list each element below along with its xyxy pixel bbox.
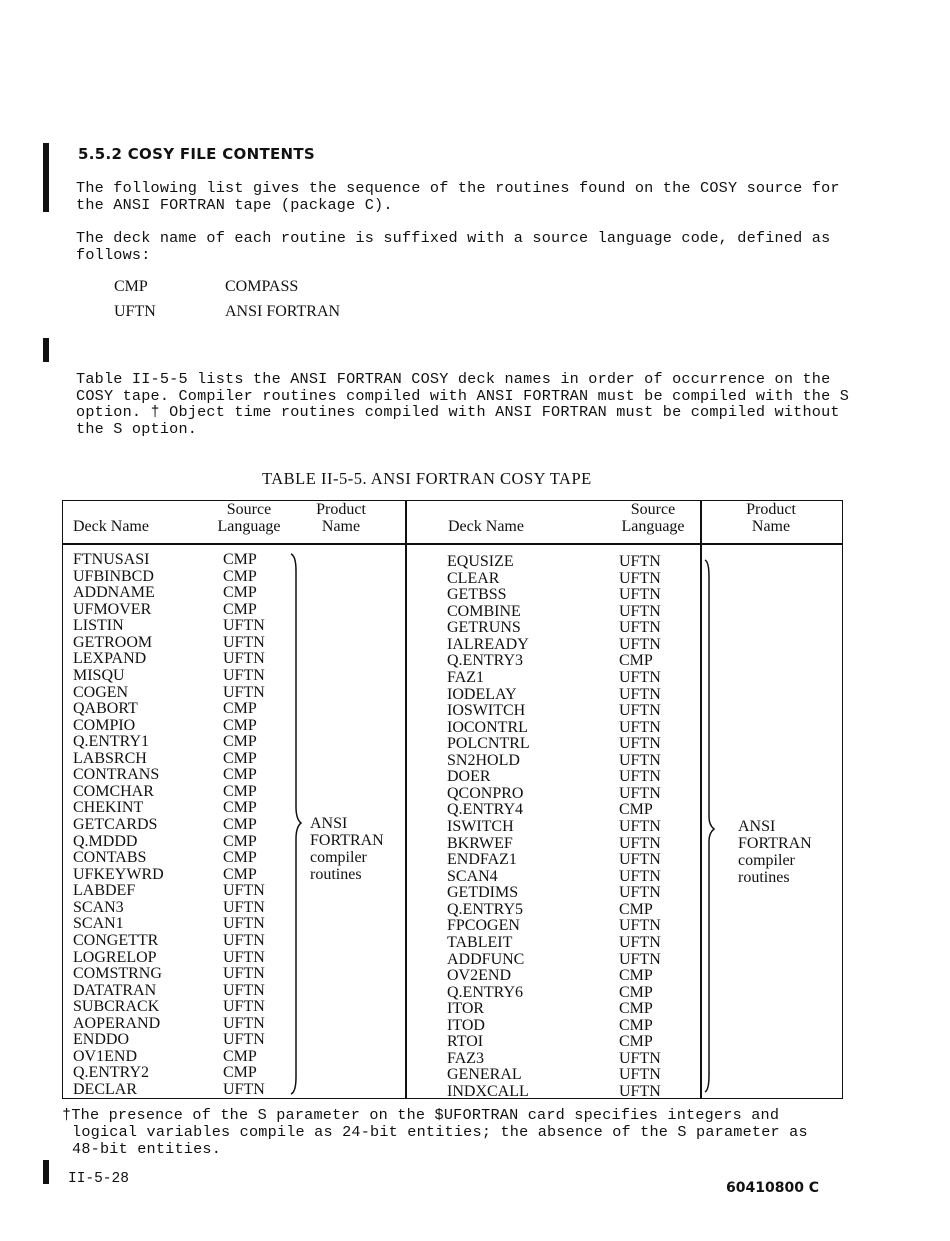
deck-name-cell: COGEN [73,683,129,701]
source-language-cell: UFTN [223,617,265,635]
header-product-name [308,502,374,535]
header-name: Name [321,517,361,535]
product-line: FORTRAN [738,835,812,852]
deck-name-cell: CLEAR [447,569,500,587]
deck-name-cell: CHEKINT [73,799,144,817]
right-brace [703,557,717,1095]
source-language-cell: UFTN [619,1049,661,1067]
deck-name-cell: UFMOVER [73,600,152,618]
source-language-cell: UFTN [223,1014,265,1032]
deck-name-cell: CONGETTR [73,931,159,949]
right-product-label [738,818,812,886]
deck-name-cell: CONTRANS [73,766,160,784]
source-language-cell: CMP [619,1033,653,1051]
deck-name-cell: Q.ENTRY5 [447,900,523,918]
source-language-cell: UFTN [619,586,661,604]
deck-name-cell: LABSRCH [73,749,147,767]
source-language-cell: UFTN [223,1031,265,1049]
source-language-cell: CMP [619,983,653,1001]
deck-name-cell: COMCHAR [73,782,154,800]
source-language-cell: CMP [223,600,257,618]
header-product: Product [746,501,796,518]
deck-name-cell: OV1END [73,1047,137,1065]
source-language-cell: UFTN [619,884,661,902]
source-language-cell: CMP [223,584,257,602]
footnote-line: 48-bit entities. [72,1140,222,1158]
deck-name-cell: FAZ1 [447,668,485,686]
source-language-cell: UFTN [619,635,661,653]
header-source: Source [630,501,676,518]
left-deck-column [73,552,164,1099]
right-deck-column [447,554,530,1101]
deck-name-cell: UFBINBCD [73,567,154,585]
source-language-cell: CMP [223,799,257,817]
deck-name-cell: BKRWEF [447,834,513,852]
product-line: ANSI [310,815,348,832]
source-language-cell: UFTN [223,998,265,1016]
product-column-divider [700,501,702,1098]
header-product: Product [316,501,366,518]
code-key: UFTN [114,303,156,320]
source-language-cell: UFTN [619,950,661,968]
footnote-line: †The presence of the S parameter on the $UFORTRAN card specifies integers and [62,1106,780,1124]
source-language-cell: CMP [223,865,257,883]
source-language-cell: CMP [619,900,653,918]
source-language-cell: UFTN [619,668,661,686]
deck-name-cell: ENDDO [73,1031,129,1049]
deck-name-cell: Q.ENTRY3 [447,652,523,670]
left-brace [289,551,305,1097]
source-language-cell: CMP [223,832,257,850]
source-language-cell: CMP [223,849,257,867]
header-source-language [613,502,693,535]
deck-name-cell: MISQU [73,666,125,684]
source-language-cell: UFTN [619,735,661,753]
intro-paragraph: The following list gives the sequence of the routines found on the COSY source for the ANSI FORTRAN tape (package C). [76,179,840,214]
deck-name-cell: EQUSIZE [447,553,514,570]
source-language-cell: UFTN [223,1081,265,1098]
product-line: FORTRAN [310,832,384,849]
source-language-cell: UFTN [223,633,265,651]
page-number: II-5-28 [68,1171,129,1187]
source-language-cell: CMP [619,967,653,985]
change-bar [43,338,49,362]
block-divider [405,501,407,1098]
deck-name-cell: FPCOGEN [447,917,520,935]
section-heading: 5.5.2 COSY FILE CONTENTS [78,145,316,163]
deck-name-cell: INDXCALL [447,1083,529,1100]
header-name: Name [751,517,791,535]
deck-name-cell: DATATRAN [73,981,157,999]
deck-name-cell: SCAN3 [73,898,124,916]
deck-name-cell: Q.ENTRY2 [73,1064,149,1082]
deck-name-cell: IODELAY [447,685,517,703]
source-language-cell: UFTN [619,818,661,835]
product-line: compiler [738,852,795,869]
change-bar [43,143,49,212]
deck-name-cell: ADDFUNC [447,950,525,968]
deck-name-cell: FAZ3 [447,1049,485,1067]
deck-name-cell: Q.ENTRY4 [447,801,523,819]
deck-name-cell: DOER [447,768,491,786]
header-language: Language [621,517,685,535]
source-language-cell: UFTN [223,683,265,701]
deck-name-cell: COMPIO [73,716,136,734]
deck-name-cell: OV2END [447,967,511,985]
deck-name-cell: POLCNTRL [447,735,530,753]
source-language-cell: UFTN [223,650,265,668]
source-language-cell: UFTN [619,851,661,869]
source-language-cell: UFTN [619,834,661,852]
table-paragraph: Table II-5-5 lists the ANSI FORTRAN COSY deck names in order of occurrence on the COSY tape. Compiler routines compiled with ANSI FORTRAN must be compiled with the S option. † Object time routines compiled with ANSI FORTRAN must be compiled without the S option. [76,370,850,438]
deck-name-cell: GETRUNS [447,619,521,637]
product-line: compiler [310,849,367,866]
header-language: Language [217,517,281,535]
source-language-cell: UFTN [619,1066,661,1084]
source-language-cell: UFTN [619,867,661,885]
source-language-cell: CMP [619,1000,653,1018]
code-meaning: COMPASS [225,278,299,295]
deck-name-cell: ISWITCH [447,818,514,835]
right-language-column [619,554,661,1101]
left-product-label [310,815,384,883]
product-line: routines [738,869,790,886]
source-language-cell: UFTN [619,917,661,935]
source-language-cell: CMP [223,749,257,767]
deck-name-cell: DECLAR [73,1081,137,1098]
deck-name-cell: GETCARDS [73,816,158,833]
deck-name-cell: GETBSS [447,586,507,604]
deck-name-cell: LABDEF [73,882,136,900]
source-language-cell: UFTN [619,1083,661,1100]
left-language-column [223,552,265,1099]
deck-name-cell: ADDNAME [73,584,155,602]
source-language-cell: CMP [223,567,257,585]
source-language-cell: UFTN [619,685,661,703]
deck-name-cell: AOPERAND [73,1014,161,1032]
deck-name-cell: IOSWITCH [447,702,526,720]
deck-name-cell: SN2HOLD [447,751,520,769]
source-language-cell: UFTN [223,965,265,983]
deck-name-cell: IOCONTRL [447,718,528,736]
deck-name-cell: ITOD [447,1016,485,1034]
product-line: routines [310,866,362,883]
source-language-cell: CMP [223,766,257,784]
product-line: ANSI [738,818,776,835]
source-language-cell: UFTN [223,915,265,933]
source-language-cell: UFTN [619,784,661,802]
source-language-cell: UFTN [223,948,265,966]
source-language-cell: UFTN [619,602,661,620]
source-language-cell: UFTN [223,931,265,949]
deck-name-cell: SUBCRACK [73,998,160,1016]
deck-name-paragraph: The deck name of each routine is suffixed with a source language code, defined as follows: [76,229,831,264]
source-language-cell: UFTN [223,666,265,684]
source-language-cell: CMP [619,1016,653,1034]
cosy-table [62,500,843,1099]
source-language-cell: CMP [223,782,257,800]
source-language-cell: UFTN [619,553,661,570]
deck-name-cell: LOGRELOP [73,948,157,966]
source-language-cell: UFTN [619,933,661,951]
deck-name-cell: COMSTRNG [73,965,162,983]
deck-name-cell: GETDIMS [447,884,519,902]
source-language-cell: CMP [223,551,257,568]
source-language-cell: UFTN [223,981,265,999]
source-language-cell: CMP [223,816,257,833]
source-language-cell: UFTN [619,619,661,637]
source-language-cell: UFTN [619,718,661,736]
header-deck-name: Deck Name [73,518,149,535]
source-language-cell: UFTN [223,898,265,916]
deck-name-cell: CONTABS [73,849,147,867]
header-source-language [209,502,289,535]
source-language-cell: CMP [619,652,653,670]
header-source: Source [226,501,272,518]
source-language-cell: CMP [223,1064,257,1082]
deck-name-cell: LEXPAND [73,650,147,668]
header-product-name [735,502,807,535]
deck-name-cell: COMBINE [447,602,521,620]
code-meaning: ANSI FORTRAN [225,303,341,320]
deck-name-cell: GETROOM [73,633,153,651]
deck-name-cell: QABORT [73,700,138,718]
deck-name-cell: SCAN4 [447,867,498,885]
header-deck-name: Deck Name [448,518,524,535]
source-language-cell: UFTN [619,768,661,786]
deck-name-cell: Q.MDDD [73,832,138,850]
source-language-cell: UFTN [619,702,661,720]
deck-name-cell: IALREADY [447,635,529,653]
footnote [62,1107,822,1158]
deck-name-cell: SCAN1 [73,915,124,933]
source-language-cell: CMP [223,716,257,734]
document-number: 60410800 C [726,1180,820,1196]
source-language-cell: CMP [619,801,653,819]
header-divider [63,543,842,545]
deck-name-cell: TABLEIT [447,933,513,951]
deck-name-cell: ENDFAZ1 [447,851,517,869]
deck-name-cell: LISTIN [73,617,124,635]
source-language-cell: UFTN [619,751,661,769]
deck-name-cell: ITOR [447,1000,485,1018]
source-language-cell: CMP [223,1047,257,1065]
source-language-cell: UFTN [223,882,265,900]
deck-name-cell: QCONPRO [447,784,524,802]
source-language-cell: CMP [223,733,257,751]
deck-name-cell: FTNUSASI [73,551,150,568]
source-language-cell: UFTN [619,569,661,587]
deck-name-cell: GENERAL [447,1066,522,1084]
footnote-line: logical variables compile as 24-bit entities; the absence of the S parameter as [72,1123,808,1141]
table-title: TABLE II-5-5. ANSI FORTRAN COSY TAPE [262,469,592,488]
deck-name-cell: Q.ENTRY1 [73,733,149,751]
deck-name-cell: UFKEYWRD [73,865,164,883]
deck-name-cell: Q.ENTRY6 [447,983,523,1001]
deck-name-cell: RTOI [447,1033,484,1051]
change-bar [43,1160,49,1184]
source-language-cell: CMP [223,700,257,718]
code-key: CMP [114,278,148,295]
